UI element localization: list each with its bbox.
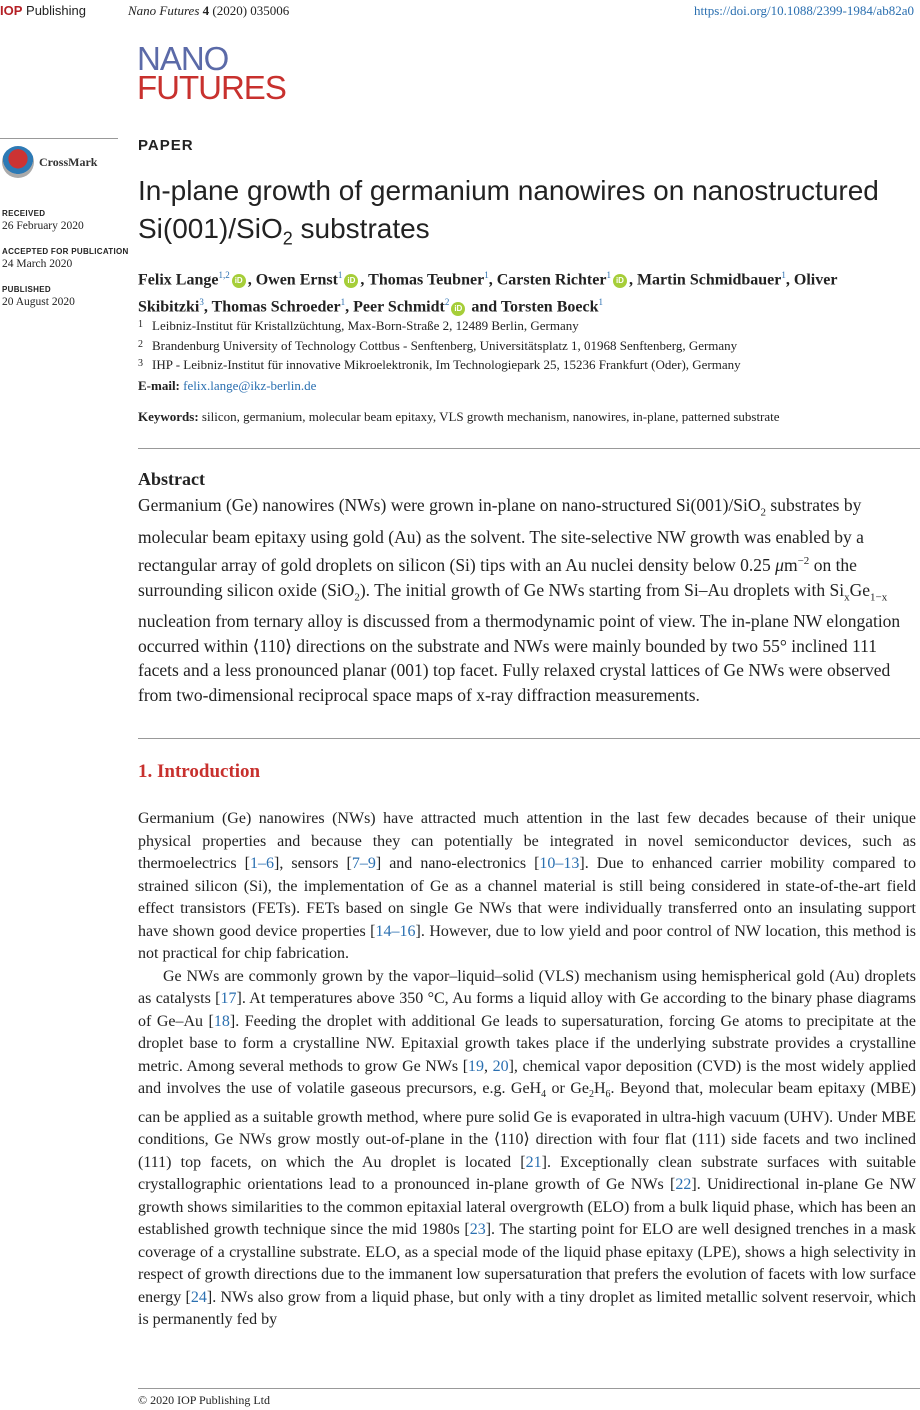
- author-name[interactable]: Peer Schmidt: [353, 298, 445, 316]
- affiliation-marker[interactable]: 1: [598, 297, 603, 308]
- title-line-2: Si(001)/SiO$_2$ substrates: [138, 213, 430, 249]
- keywords-label: Keywords:: [138, 409, 199, 424]
- section-heading-introduction: 1. Introduction: [138, 761, 261, 782]
- citation-link[interactable]: 19: [468, 1057, 485, 1075]
- journal-logo: [137, 40, 286, 106]
- published-date: 20 August 2020: [2, 296, 75, 308]
- author-name[interactable]: Owen Ernst: [255, 271, 338, 289]
- affiliation-marker[interactable]: 1: [606, 270, 611, 280]
- affiliation-marker[interactable]: 1: [337, 270, 343, 280]
- author-name[interactable]: Thomas Schroeder: [211, 298, 341, 316]
- doi-link[interactable]: https://doi.org/10.1088/2399-1984/ab82a0: [693, 3, 914, 18]
- keywords-line: [138, 409, 908, 425]
- divider: [138, 738, 920, 739]
- crossmark-badge[interactable]: [2, 146, 112, 180]
- abstract-text: Germanium (Ge) nanowires (NWs) were grown in-plane on nano-structured Si(001)/SiO$_2$ substrates by molecular beam epitaxy using gold (Au) as the solvent. The site-selective NW growth was enabled by a rectangular array of gold droplets on silicon (Si) tips with an Au nuclei density below 0.25 $\mu m^{-2}$ on the surrounding silicon oxide (SiO$_2$). The initial growth of Ge NWs starting from Si–Au droplets with $Si_xGe_{1-x}$ nucleation from ternary alloy is discussed from a thermodynamic point of view. The in-plane NW elongation occurred within ⟨110⟩ directions on the substrate and NWs were mainly bounded by two 55° inclined 111 facets and a less pronounced planar (001) top facet. Fully relaxed crystal lattices of Ge NWs were observed from two-dimensional reciprocal space maps of x-ray diffraction measurements.: [138, 495, 901, 705]
- citation-link[interactable]: 7–9: [351, 855, 376, 872]
- author-name[interactable]: Martin Schmidbauer: [636, 271, 782, 289]
- author-name[interactable]: Felix Lange: [138, 271, 219, 289]
- author-name[interactable]: Oliver Skibitzki: [138, 271, 838, 316]
- orcid-icon[interactable]: iD: [344, 274, 358, 288]
- citation-link[interactable]: 10–13: [539, 855, 580, 872]
- citation-link[interactable]: 24: [190, 1288, 207, 1306]
- citation-link[interactable]: 23: [469, 1221, 486, 1239]
- citation-link[interactable]: 17: [220, 990, 237, 1007]
- logo-line-nano: NANO: [137, 40, 229, 77]
- footer-divider: [138, 1388, 920, 1389]
- published-label: PUBLISHED: [2, 285, 51, 294]
- crossmark-icon: [2, 146, 34, 178]
- email-link[interactable]: felix.lange@ikz-berlin.de: [183, 378, 317, 393]
- orcid-icon[interactable]: iD: [232, 274, 246, 288]
- author-name[interactable]: Carsten Richter: [496, 271, 607, 289]
- affiliation: 3 IHP - Leibniz-Institut für innovative Mikroelektronik, Im Technologiepark 25, 15236 Frankfurt (Oder), Germany: [138, 357, 741, 372]
- orcid-icon[interactable]: iD: [451, 302, 465, 316]
- orcid-icon[interactable]: iD: [613, 274, 627, 288]
- sidebar-divider: [0, 138, 118, 139]
- citation-link[interactable]: 20: [492, 1057, 509, 1075]
- author-list: Felix Lange$^{1,2}$iD , Owen Ernst$^1$iD , Thomas Teubner$^1$, Carsten Richter$^1$iD , Martin Schmidbauer$^1$, Oliver Skibitzki$^3$, Thomas Schroeder$^1$, Peer Schmidt$^2$iD and Torsten Boeck$^1$: [138, 270, 838, 316]
- copyright-footer: © 2020 IOP Publishing Ltd: [138, 1393, 271, 1407]
- accepted-label: ACCEPTED FOR PUBLICATION: [2, 247, 129, 256]
- citation-link[interactable]: 18: [213, 1012, 230, 1030]
- crossmark-label: CrossMark: [39, 155, 98, 169]
- affiliation: 1 Leibniz-Institut für Kristallzüchtung, Max-Born-Straße 2, 12489 Berlin, Germany: [138, 318, 579, 333]
- top-bar: [0, 0, 920, 22]
- author-name[interactable]: Thomas Teubner: [368, 271, 485, 289]
- paragraph: Germanium (Ge) nanowires (NWs) have attracted much attention in the last few decades because of their unique physical properties and because they can potentially be integrated in novel semiconductor devices, such as thermoelectrics [1–6], sensors [7–9] and nano-electronics [10–13]. Due to enhanced carrier mobility compared to strained silicon (Si), the implementation of Ge as a channel material is still being considered in state-of-the-art field effect transistors (FETs). FETs based on single Ge NWs that were individually transferred onto an insulating support have shown good device properties [14–16]. However, due to low yield and poor control of NW location, this method is not practical for chip fabrication.: [138, 810, 916, 962]
- journal-reference: Nano Futures 4 (2020) 035006: [128, 3, 290, 18]
- affiliation-marker[interactable]: 2: [444, 297, 450, 308]
- received-label: RECEIVED: [2, 209, 46, 218]
- citation-link[interactable]: 1–6: [249, 855, 274, 872]
- author-name[interactable]: Torsten Boeck: [500, 298, 599, 316]
- introduction-body: [138, 808, 916, 1332]
- article-type: PAPER: [138, 137, 194, 154]
- abstract-heading: Abstract: [138, 469, 205, 489]
- affiliation-marker[interactable]: 1: [484, 270, 489, 280]
- citation-link[interactable]: 22: [675, 1176, 692, 1194]
- paragraph: Ge NWs are commonly grown by the vapor–liquid–solid (VLS) mechanism using hemispherical gold (Au) droplets as catalysts [17]. At temperatures above 350 °C, Au forms a liquid alloy with Ge according to the binary phase diagrams of Ge–Au [18]. Feeding the droplet with additional Ge leads to supersaturation, forcing Ge atoms to precipitate at the droplet base to form a crystalline NW. Epitaxial growth takes place if the underlying substrate provides a crystalline metric. Among several methods to grow Ge NWs [19, 20], chemical vapor deposition (CVD) is the most widely applied and involves the use of volatile gaseous precursors, e.g. GeH$_4$ or $Ge_2H_6$. Beyond that, molecular beam epitaxy (MBE) can be applied as a suitable growth method, where pure solid Ge is evaporated in ultra-high vacuum (UHV). Under MBE conditions, Ge NWs grow mostly out-of-plane in the ⟨110⟩ direction with four flat (111) side facets and two inclined (111) top facets, on which the Au droplet is located [21]. Exceptionally clean substrate surfaces with suitable crystallographic orientations lead to a pronounced in-plane growth of Ge NWs [22]. Unidirectional in-plane Ge NW growth shows similarities to the common epitaxial lateral overgrowth (ELO) from a bulk liquid phase, which has been an established growth technique since the mid 1980s [23]. The starting point for ELO are well designed trenches in a mask coverage of a crystalline substrate. ELO, as a special mode of the liquid phase epitaxy (LPE), shows a high selectivity in respect of growth directions due to the immanent low supersaturation that prefers the evolution of facets with low surface energy [24]. NWs also grow from a liquid phase, but only with a tiny droplet as limited metallic solvent reservoir, which is permanently fed by: [138, 967, 917, 1329]
- accepted-date: 24 March 2020: [2, 258, 73, 270]
- affiliation-marker[interactable]: 1,2: [218, 270, 230, 280]
- affiliation-list: [138, 316, 908, 375]
- citation-link[interactable]: 21: [525, 1153, 542, 1171]
- citation-link[interactable]: 14–16: [375, 922, 416, 940]
- divider: [138, 448, 920, 449]
- title-line-1: In-plane growth of germanium nanowires on nanostructured: [138, 175, 879, 206]
- publisher-logo[interactable]: IOP Publishing: [0, 3, 87, 18]
- affiliation-marker[interactable]: 1: [781, 270, 786, 280]
- email-line: [138, 378, 316, 394]
- paper-title: [138, 172, 898, 258]
- affiliation-marker[interactable]: 3: [199, 297, 204, 308]
- keywords-text: silicon, germanium, molecular beam epitaxy, VLS growth mechanism, nanowires, in-plane, patterned substrate: [198, 409, 780, 424]
- received-date: 26 February 2020: [2, 220, 84, 232]
- logo-line-futures: FUTURES: [137, 69, 286, 106]
- email-label: E-mail:: [138, 378, 180, 393]
- affiliation-marker[interactable]: 1: [340, 297, 346, 308]
- affiliation: 2 Brandenburg University of Technology Cottbus - Senftenberg, Universitätsplatz 1, 01968 Senftenberg, Germany: [138, 337, 738, 353]
